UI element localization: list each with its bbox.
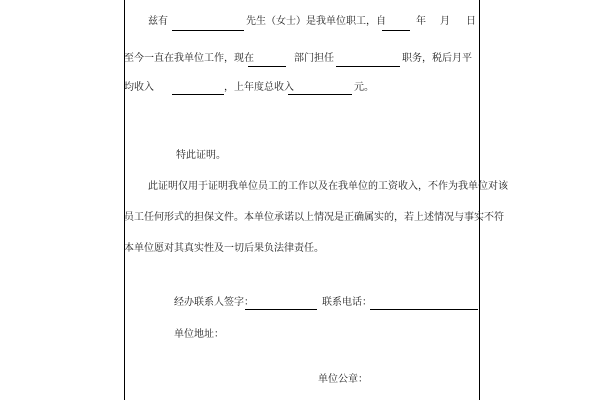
start-year-blank[interactable] <box>382 30 410 31</box>
currency-unit: 元。 <box>354 82 374 93</box>
annual-income-blank[interactable] <box>288 94 352 95</box>
intro-prefix: 兹有 <box>148 16 168 27</box>
seal-label: 单位公章： <box>318 374 368 385</box>
certification-heading: 特此证明。 <box>176 150 226 161</box>
signer-blank[interactable] <box>245 309 317 310</box>
month-label: 月 <box>440 16 450 27</box>
employment-start-text: 至今一直在我单位工作，现在 <box>124 53 254 64</box>
address-label: 单位地址： <box>174 329 224 340</box>
annual-income-label: ，上年度总收入 <box>224 82 294 93</box>
position-blank[interactable] <box>336 66 400 67</box>
phone-blank[interactable] <box>370 309 478 310</box>
employee-name-blank[interactable] <box>172 30 244 31</box>
monthly-income-blank[interactable] <box>172 94 224 95</box>
statement-line-1: 此证明仅用于证明我单位员工的工作以及在我单位的工资收入，不作为我单位对该 <box>148 181 508 192</box>
employee-title-text: 先生（女士）是我单位职工，自 <box>246 16 386 27</box>
position-label: 职务，税后月平 <box>402 53 472 64</box>
statement-line-3: 本单位愿对其真实性及一切后果负法律责任。 <box>124 243 324 254</box>
year-label: 年 <box>416 16 426 27</box>
statement-line-2: 员工任何形式的担保文件。本单位承诺以上情况是正确属实的，若上述情况与事实不符 <box>124 212 504 223</box>
department-label: 部门担任 <box>294 53 334 64</box>
phone-label: 联系电话： <box>322 297 372 308</box>
department-blank[interactable] <box>248 66 286 67</box>
signer-label: 经办联系人签字： <box>174 297 254 308</box>
day-label: 日 <box>466 16 476 27</box>
monthly-income-label: 均收入 <box>124 82 154 93</box>
